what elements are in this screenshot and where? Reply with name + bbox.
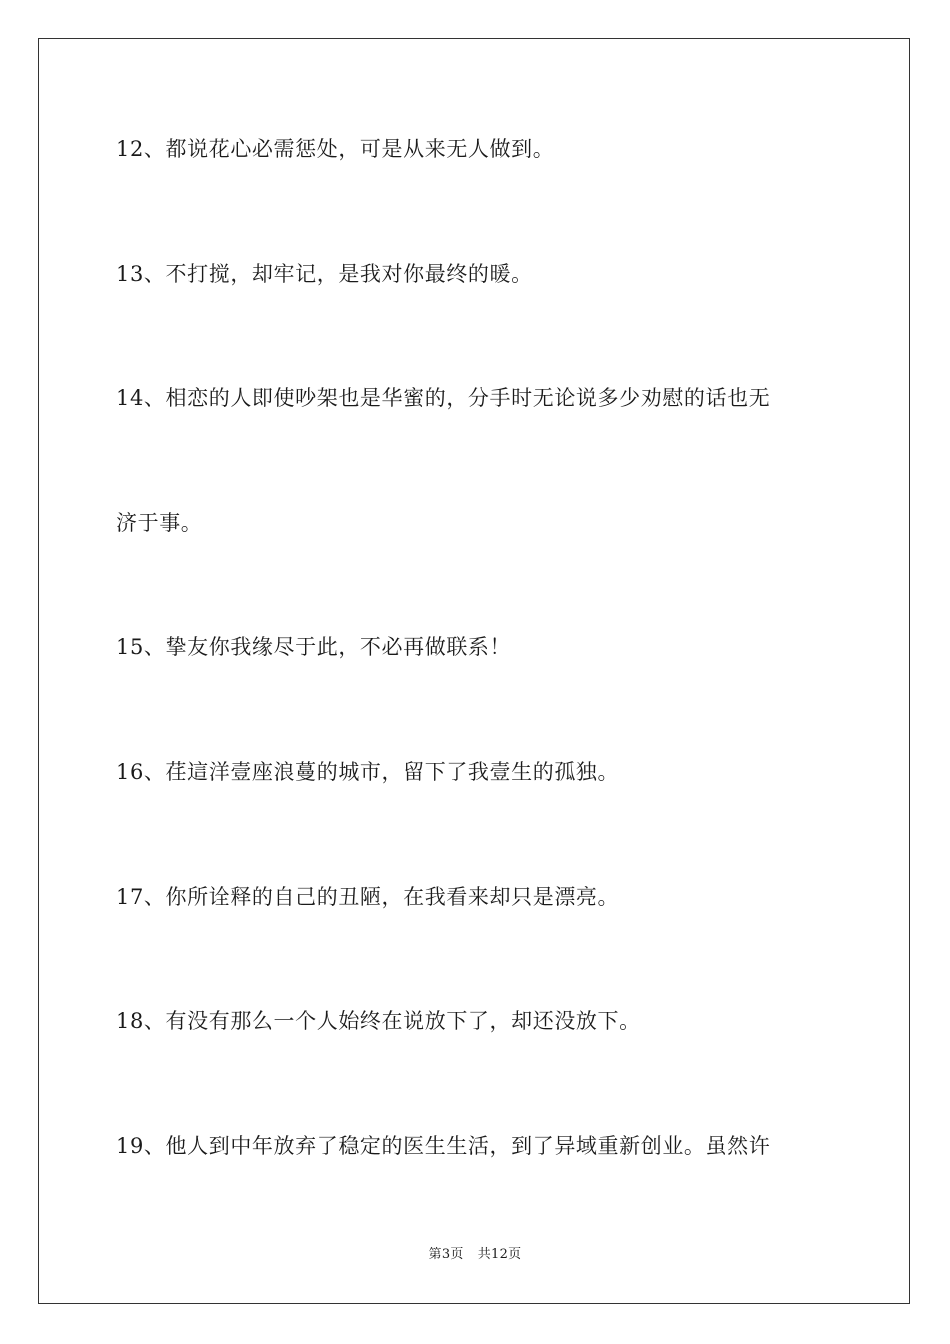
page-border (38, 38, 910, 1304)
text-line-18: 18、有没有那么一个人始终在说放下了，却还没放下。 (116, 1009, 641, 1033)
text-line-16: 16、荏這洋壹座浪蔓的城市，留下了我壹生的孤独。 (116, 760, 620, 784)
text-line-12: 12、都说花心必需惩处，可是从来无人做到。 (116, 137, 555, 161)
text-line-14: 14、相恋的人即使吵架也是华蜜的，分手时无论说多少劝慰的话也无 (116, 386, 771, 410)
page-total: 共12页 (477, 1247, 522, 1262)
page-number: 第3页 (428, 1247, 464, 1262)
text-line-17: 17、你所诠释的自己的丑陋，在我看来却只是漂亮。 (116, 885, 620, 909)
text-line-15: 15、挚友你我缘尽于此，不必再做联系！ (116, 635, 512, 659)
text-line-14-continued: 济于事。 (116, 511, 203, 535)
text-line-13: 13、不打搅，却牢记，是我对你最终的暖。 (116, 262, 533, 286)
page-footer (0, 1247, 950, 1263)
text-line-19: 19、他人到中年放弃了稳定的医生生活，到了异域重新创业。虽然许 (116, 1134, 771, 1158)
